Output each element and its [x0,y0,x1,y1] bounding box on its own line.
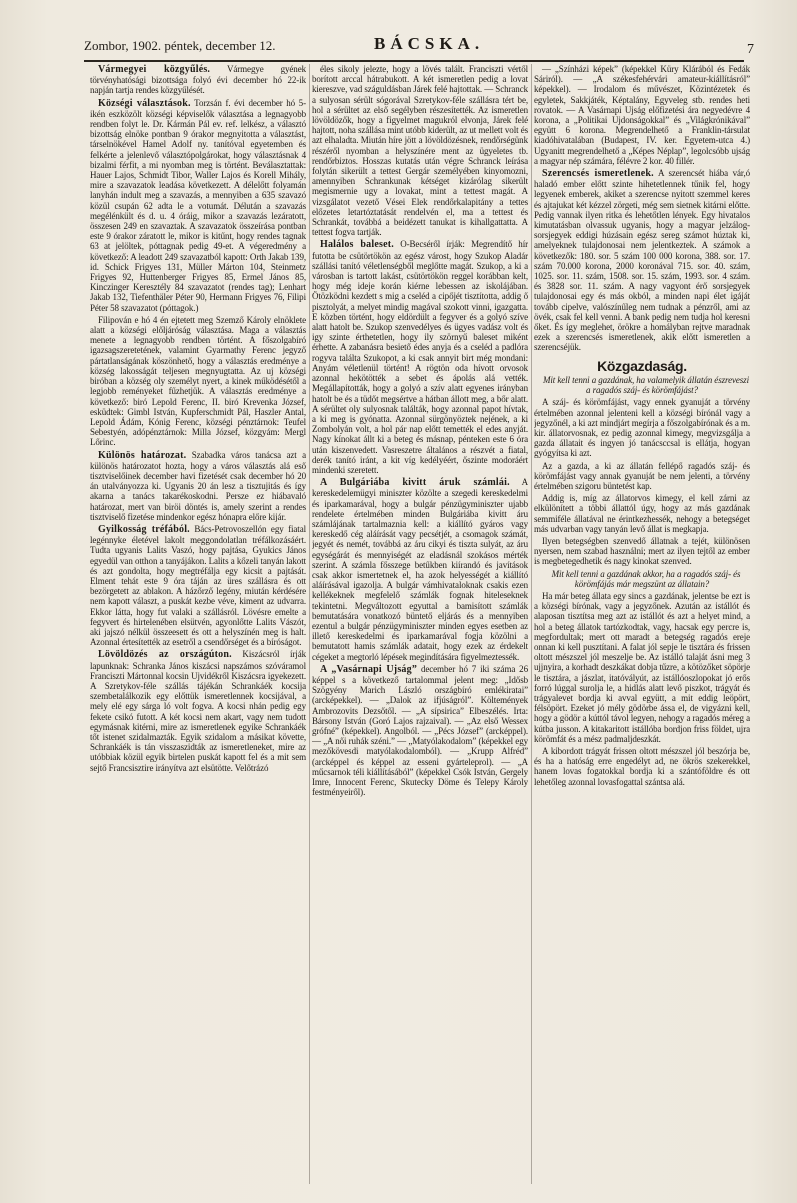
article-paragraph [534,746,750,787]
article-text: éles sikoly jelezte, hogy a lövés talált. Franciszti vértől borított arccal hátrabukott. A két ismeretlen pedig a lovat kiereszve, vad száguldásban Járek felé hajtottak. — Schranck a sulyosan sérült sógorával Szretykov-féle szállásra tért be, hol a sérültet az első segélyben részesítették. Az ismeretlen lövöldözők, hogy a figyelmet magukról elvonja, Járek felé hajtott, noha szállása mint utóbb kiderült, az ut mellett volt és azt elhaladta. Miután híre jött a lövöldözésnek, rendőrségünk részéről nyomban a helyszínére ment az ügyeletes tb. rendőrbiztos. Hosszas kutatás után végre Schranck leírása folytán sikerült a tettest Gergár személyében kinyomozni, amennyiben Schrankunak kétséget kizárólag sikerült megismernie ugy a lovakat, mint a tettest magát. A vizsgálatot vezető Vései Elek rendőrkalapitány a tettes előzetes letartóztatását rendelvén el, ma a tettest és Schrankát, továbbá a beidézett tanukat is kihallgattatta. A tettest fogva tartják. [312,64,528,238]
article-paragraph [312,477,528,662]
column-2 [312,64,528,1184]
article-paragraph [534,461,750,492]
column-divider [309,64,310,1184]
article-text: A kibordott trágyát frissen oltott mészszel jól beszórja be, és ha a hatóság erre engedélyt ad, ne ökrös szekerekkel, hanem lovas fogatokkal bordja ki a szántóföldre és ott lehetőleg azonnal lovasfogattal szántsa alá. [534,746,750,787]
article-heading: Szerencsés ismeretlenek. [542,168,654,180]
article-paragraph [90,98,306,313]
article-heading: Halálos baleset. [320,239,394,251]
column-1 [90,64,306,1184]
page-header [84,32,754,58]
section-heading: Közgazdaság. [597,357,687,374]
article-text: — „Színházi képek” (képekkel Küry Klárából és Fedák Sáriról). — „A székesfehérvári amateur-kiállításról” képekkel). — Irodalom és művészet, Közintézetek és egyletek, Sakkjáték, Képtalány, Egyveleg stb. rendes heti rovatok. — A Vasárnapi Ujság előfizetési ára negyedévre 4 korona, a „Politikai Ujdonságokkal” és „Világkrónikával” együtt 6 korona. Megrendelhető a Franklin-társulat kiadóhivatalában (Budapest, IV. ker. Egyetem-utca 4.) Ugyanitt megrendelhető a „Képes Néplap”, legolcsóbb ujság a magyar nép számára, félévre 2 kor. 40 fillér. [534,64,750,166]
article-text: Torzsán f. évi december hó 5-ikén eszközölt községi képviselők választása a legnagyobb rendben folyt le. Dr. Kármán Pál ev. ref. lelkész, a választó bizottság elnöke pontban 9 órakor megnyitotta a választást, társelnökével Hamel Adolf ny. tanítóval egyetemben és felkérte a jelenlevő választópolgárokat, hogy választásnak 4 bizalmi férfit, a mi nyomban meg is történt. Beválasztattak: Hauer Lajos, Schmidt Tibor, Waller Lajos és Korell Mihály, mire a szavazatok leadása következett. A délelőtt folyamán lanyhán indult meg a szavazás, a mennyiben a 635 szavazó közül csupán 62 adta le a votumát. Délután a szavazás megélénkült és d. u. 4 óráig, mikor a szavazás lezáratott, összesen 249 en szavaztak. A szavazatok összeírása pontban este 9 órakor záratott le, mikor is kitűnt, hogy rendes tagnak 63 at jelöltek, póttagnak pedig 49-et. A végeredmény a következő: A leadott 249 szavazatból kapott: Orth Jakab 139, id. Schick Frigyes 131, Müller Márton 104, Steinmetz Frigyes 92, Huttenberger Frigyes 85, Ermel János 85, Kinczinger Keresztély 84 szavazatot (rendes tag); Lenhart Jakab 132, Tiefenthäler Péter 90, Hermann Frigyes 76, Filipi Péter 58 szavazatot (póttagok.) [90,97,306,313]
article-text: Ha már beteg állata egy sincs a gazdának, jelentse be ezt is a községi bírónak, vagy a jegyzőnek. Azután az istállót és alaposan tisztítsa meg azt az istállót és azt a helyet mind, a hol a beteg állatok tartózkodtak, vagy, hacsak egy percre is, megfordultak; mert ott maradt a betegség ragadós ereje onnan ki kell pusztítani. A falat jól sepje le tisztára és frissen oltott mészszel jól meszelje be. Az istálló talaját ásni meg 3 ujjnyira, a korhadt deszkákat dobja tűzre, a kötözőket söpörje le tisztára, a jászlat, itatóvályút, az istállóoszlopokat jó erős forró lúggal surolja le, a hidlás alatt levő piszkot, trágyát és trágyalevet bordja ki avval együtt, a mit eddig leöpört, félsöpört. Ezeket jó mély gödörbe ássa el, de vigyázni kell, hogy a gödör a kúttól távol legyen, nehogy a ragadós méreg a kútba jusson. A kitakaritott istállóba bordjon friss földet, ujra körömfát és a mész padmaljdeszkát. [534,590,750,744]
article-text: Az a gazda, a ki az állatán fellépő ragadós száj- és körömfájást vagy annak gyanuját be nem jelenti, a törvény értelmében szigoru büntetést kap. [534,460,750,491]
column-divider [531,64,532,1184]
header-date: Zombor, 1902. péntek, december 12. [84,38,276,53]
article-text: Filipován e hó 4 én ejtetett meg Szemző Károly elnöklete alatt a községi előljáróság választása. Maga a választás menete a legnagyobb rendben történt. A főszolgabíró igazsagszeretetének, valamint Gyarmathy Ferenc jegyző pártatlanságának köszönhető, hogy a választás eredménye a község lakosságát teljesen megnyugtatta. Az uj községi biróban a község oly személyt nyert, a kinek működésétől a legjobb reményeket fűzhetjük. A választás eredménye a következő: biró Lepold Ferenc, II. biró Krevenka József, esküdtek: Gimbl István, Kupferschmidt Pál, Haszler Antal, Lepold Ádám, Kónig Ferenc, községi pénztárnok: Teufel Sebestyén, adópénztárnok: Milla József, közgyám: Mergl Lőrinc. [90,314,306,448]
article-paragraph [534,536,750,567]
article-heading: A „Vasárnapi Ujság” [320,663,418,675]
article-paragraph [90,64,306,96]
article-text: Addig is, míg az állatorvos kimegy, el kell zárni az elkülönített a többi állattól úgy, hogy az más gazdának semmiféle állatával ne érintkezhessék, nehogy a betegséget más udvarban vagy tanyán levő állat is megkapja. [534,493,750,534]
article-paragraph [534,168,750,353]
article-paragraph [312,239,528,475]
article-paragraph [534,64,750,166]
article-paragraph [534,493,750,534]
header-rule [84,60,744,62]
article-heading: Különös határozat. [98,449,187,461]
article-heading: Lövöldözés az országúton. [98,649,232,661]
article-paragraph [90,450,306,522]
article-paragraph [312,64,528,237]
article-text: Ilyen betegségben szenvedő állatnak a tejét, különösen nyersen, nem szabad használni; mert az ilyen tejtől az ember is megbetegedhetik és nagy kinokat szenved. [534,535,750,567]
article-text: Kiszácsról írják lapunknak: Schranka János kiszácsi napszámos szóváramol Franciszti Mártonnal kocsin Ujvidékről Kiszácsra igyekezett. A Szretykov-féle szállás tájékán Schrankáék kocsija szembetalálkozik egy előttük ismeretlennek kocsijával, a mely elé egy sárga ló volt fogva. A kocsi nhán pedig egy fekete csikó futott. A két kocsi nem akart, vagy nem tudott egymásnak kitérni, mire az ismeretlenek egyike Schrankáék tőt istenet szidalmazták. Egyik szidalom a másikat követte, Schrankáék is tán visszaszidták az ismeretleneket, mire az utóbbiak közül egyik birtelen puskát kapott fel és a mit sem sejtő Francsisztire irányítva azt elsütötte. Velőtrázó [90,649,306,773]
article-paragraph [90,315,306,448]
article-paragraph [534,397,750,458]
article-heading: Vármegyei közgyűlés. [98,64,211,75]
question-heading: Mit kell tenni a gazdának, ha valamelyik állatán észreveszi a ragadós száj- és körömfájást? [543,374,749,396]
article-text: Bács-Petrovoszellón egy fiatal legénnyke életével lakolt meggondolatlan tréfálkozásáért. Tudta ugyanis Lalits Vaszó, hogy pajtása, Gyukics János egyedül van otthon a tanyájákon. Lalits a kőzeli tanyán lakott és azt gondolta, hogy megtréfálja egy kicsit a pajtását. Elment tehát este 9 óra táján az üres szállásra és ott bezörgetett az ablakon. A házőrző legény, miután kérdésére nem kapott választ, a puskát kezbe véve, kiment az udvarra. Ekkor látta, hogy fut valaki a szállásról. Lövésre emelte a fegyvert és hirtelenében elsütvén, agyonlőtte Lalits Vászót, aki jajszó nélkül összeesett és ott a helyszínén meg is halt. Azonnal értesítették az esetről a csendőrséget és a bíróságot. [90,523,306,648]
article-text: A szerencsét hiába vár,ó haladó ember előtt szinte hihetetlennek tűnik fel, hogy legyenek emberek, akiket a szerencse nyitott szemmel keres és ajtajukat két kézzel zörgeti, még sem sietnek kitárni előtte. Pedig vannak ilyen ritka és lehetőtlen lények. Egy hivatalos kimutatásban olvassuk ugyanis, hogy a magyar jelzálog-sorsjegyek eddigi húzásain egész sereg számot húztak ki, amelyeknek tulajdonosai nem jelentkeztek. A számok a következők: 180. sor. 5 szám 100 000 korona, 388. sor. 17. szám 70.000 korona, 2000 koronával 715. sor. 40. szám, 1025. sor. 11. szám, 1508. sor. 15. szám, 1993. sor. 4 szám. és 3828 sor. 11. szám. A nagy vagyont érő sorsjegyek tulajdonosai egy és más okból, a minden napi élet igáját tovább cipelve, valószínűleg nem tudnak a pénzről, ami az övék, csak fel kell venni. A bank pedig nem tudja hol keresni őket. És így meglehet, örökre a homályban rejtve maradnak ezek a szerencsés ismeretlenek, akik előtt ismeretlen a szerencséjük. [534,168,750,353]
newspaper-title: BÁCSKA. [374,34,485,53]
article-paragraph [312,664,528,798]
article-text: O-Becséről írják: Megrendítő hír futotta be csütörtökön az egész várost, hogy Szukop Aladár szállási tanító véletlenségből meglőtte magát. Szukop, a ki a városban is tartott lakást, csütörtökön reggel korábban kelt, hogy még ideje korán kiérne lebessen az iskolájában. Ötözködni kezdett s mig a cseléd a cipőjét tisztította, addig ő pisztolyát, a melyet mindig magával szokott vinni, igazgatta. E közben történt, hogy eldördült a fegyver és a golyó szíve alatt hatolt be. Szukop szenvedélyes és ügyes vadász volt és igy szinte érthetetlen, hogy ily szörnyű baleset miként érhette. A zabanásra besiető édes anyja és a cseléd a padlóra rogyva találta Szukopot, a ki csak annyit birt még mondani: Anyám véletlenül történt! A rögtön oda hívott orvosok azonnal hekötötték a sebet és ápolás alá vették. Megállapították, hogy a golyó a szív alatt egyenes irányban hatolt be és a tüdőt megsértve a hátban állott meg, a bőr alatt. A sérültet oly sulyosnak találták, hogy azonnal papot hívtak, a ki meg is gyónatta. Azonnal sürgönyöztek nejének, a ki Zombolyán volt, a hol pár nap előtt temették el edes anyját. Nagy kínokat állt ki a beteg és másnap, pénteken este 6 óra után kiszenvedett. Vasreszetre általános a részvét a fiatal, derék tanító iránt, a kit víg kedélyéért, őszinte modoráért mindenki szeretett. [312,239,528,475]
article-heading: A Bulgáriába kivitt áruk számlái. [320,477,510,489]
article-text: A kereskedelemügyi miniszter közölte a szegedi kereskedelmi és iparkamarával, hogy a bulgár pénzügyminiszter ujabb rendelete értelmében minden Bulgáriába kivitt áru számlájának tartalmaznia kell: a kiállító gyáros vagy kereskedő cég aláírását vagy pecsétjét, a csomagok számát, jegyét és nemét, továbbá az áru cikyi és tiszta sulyát, az áru egységárát és mennyiségét az eladásnál szokásos mérték szerint. A számla fősszege betűkben kiírandó és javítások csak akkor ismertetnek el, ha azok helyességét a kiállító aláírásával igazolja. A bulgár vámhivataloknak csakis ezen kellékeknek megfelelő számlák fognak hiteleseknek tekintetni. Megváltozott egyuttal a bamisított számlák bemutatására vonatkozó büntető eljárás és a mennyiben ezentul a bulgár pénzügyminiszter minden egyes esetben az illető kereskedelmi és iparkamarával fogja közölni a bemutatott hamis számlák adatait, hogy ezek az érdekelt cégeket a megtorló lépések megindítására figyelmeztessék. [312,477,528,662]
article-text: Szabadka város tanácsa azt a különös határozatot hozta, hogy a város választás alá eső tisztviselőinek december havi fizetését csak december hó 20 án utalványozza ki. Ugyanis 20 án lesz a tisztujitás és így akarna a tanács takarékoskodni. Persze ez hiábavaló határozat, mert van biröi döntés is, amely szerint a rendes tisztviselő fizetése mindenkor egész hónapra előre kijár. [90,449,306,522]
article-heading: Községi választások. [98,97,191,109]
page-number: 7 [747,42,754,57]
article-paragraph [90,649,306,772]
article-paragraph [534,591,750,744]
article-heading: Gyilkosság tréfából. [98,523,190,535]
article-text: december hó 7 iki száma 26 képpel s a következő tartalommal jelent meg: „Idősb Szögyény Marich László országbíró emlékiratai” (arcképekkel). — „Dalok az ifjúságról”. Költemények Ambrozovits Dezsőtől. — „A sípsirica” Elbeszélés. Irta: Bársony István (Goró Lajos rajzaival). — „Az első Wessex grófné” (képekkel). Angolból. — „Pécs József” (arcképpel). — „A női ruhák széni.” — „Matyólakodalom” (képekkel egy mezőkövesdi matyólakodalomból). — „Krupp Alfréd” (arcképpel és képpel az esseni gyárteleprol). — „A műcsarnok téli kiállításából” (képekkel Csók István, Gergely Imre, Innocent Ferenc, Skutecky Döme és Telepy Károly festményeiről). [312,663,528,798]
question-heading: Mit kell tenni a gazdának akkor, ha a ragadós száj- és körömfájás már megszünt az állatain? [551,568,741,589]
article-text: A száj- és körömfájást, vagy ennek gyanuját a törvény értelmében azonnal jelenteni kell a községi bírónál vagy a jegyzőnél, a ki azt mindjárt megírja a főszolgabírónak és a m. kir. állatorvosnak, ez pedig azonnal kimegy, megvizsgálja a gazda állatait és ingyen jó tanácsccsal is ellátja, hogyan gyógyítsa ki azt. [534,397,750,459]
column-3 [534,64,750,1184]
article-paragraph [90,524,306,647]
article-text: Vármegye gyének törvényhatósági bizottsága folyó évi december hó 22-ik napján tartja rendes közgyűlését. [90,64,306,96]
